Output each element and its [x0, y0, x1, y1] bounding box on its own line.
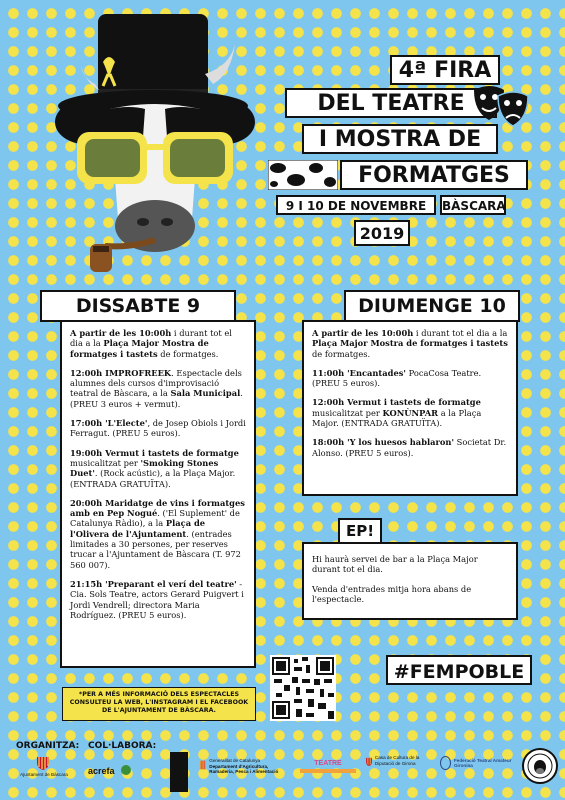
federacio-icon	[440, 756, 451, 770]
logo-casa-cultura: Casa de Cultura de la Diputació de Girona	[366, 755, 426, 769]
title-line-2: DEL TEATRE	[285, 88, 497, 118]
sunday-header: DIUMENGE 10	[344, 290, 520, 322]
ep-note: Venda d'entrades mitja hora abans de l'espectacle.	[312, 583, 472, 604]
organitza-label: ORGANITZA:	[16, 741, 80, 751]
title-line-3: I MOSTRA DE	[302, 124, 498, 154]
ep-header: EP!	[338, 518, 382, 544]
senyera-icon	[200, 758, 206, 772]
logo-federacio: Federació Teatral Amateur Gironina	[440, 756, 512, 770]
acrefa-text: acrefa	[88, 766, 115, 776]
program-item: 12:00h Vermut i tastets de formatge musicalitzat per KONÙNPAR a la Plaça Major. (ENTRADA GRATUÏTA).	[312, 397, 482, 429]
program-item: 21:15h 'Preparant el verí del teatre' - Cia. Sols Teatre, actors Gerard Puigvert i Jordi Vendrell; directora Maria Rodríguez. (PREU 5 euros).	[70, 578, 244, 620]
event-year: 2019	[354, 220, 410, 246]
program-item: 12:00h IMPROFREEK. Espectacle dels alumnes dels cursos d'improvisació teatral de Bàscara, a la Sala Municipal. (PREU 3 euros + vermut).	[70, 367, 243, 409]
title-line-4: FORMATGES	[340, 160, 528, 190]
ep-note: Hi haurà servei de bar a la Plaça Major durant tot el dia.	[312, 554, 478, 575]
program-item: 20:00h Maridatge de vins i formatges amb en Pep Nogué. ('El Suplement' de Catalunya Ràdio), a la Plaça de l'Olivera de l'Ajuntament. (entrades limitades a 30 persones, per reserves trucar a l'Ajuntament de Bàscara (T. 972 560 007).	[70, 497, 245, 570]
program-item: A partir de les 10:00h i durant tot el dia a la Plaça Major Mostra de formatges i tastets de formatges.	[312, 328, 508, 359]
saturday-program	[60, 320, 256, 668]
round-seal-logo	[522, 748, 558, 784]
info-note: *PER A MÉS INFORMACIÓ DELS ESPECTACLES CONSULTEU LA WEB, L'INSTAGRAM I EL FACEBOOK DE L'AJUNTAMENT DE BÀSCARA.	[62, 687, 256, 721]
logo-ajuntament: Ajuntament de Bàscara	[14, 756, 74, 778]
shield-icon	[366, 755, 372, 769]
program-item: 11:00h 'Encantades' PocaCosa Teatre. (PREU 5 euros).	[312, 367, 482, 389]
qr-code[interactable]	[270, 655, 336, 721]
hashtag-banner: #FEMPOBLE	[386, 655, 532, 685]
logo-generalitat: Generalitat de Catalunya Departament d'Agricultura, Ramaderia, Pesca i Alimentació	[200, 758, 290, 775]
wheat-icon	[121, 765, 131, 775]
saturday-header: DISSABTE 9	[40, 290, 236, 322]
program-item: 18:00h 'Y los huesos hablaron' Societat Dr. Alonso. (PREU 5 euros).	[312, 437, 507, 458]
logo-acrefa	[88, 761, 168, 779]
collabora-label: COL·LABORA:	[88, 741, 157, 751]
program-item: A partir de les 10:00h i durant tot el dia a la Plaça Major Mostra de formatges i tastets de formatges.	[70, 328, 232, 359]
cow-face-icon	[524, 750, 556, 782]
event-place: BÀSCARA	[440, 195, 506, 215]
program-item: 19:00h Vermut i tastets de formatge musicalitzat per 'Smoking Stones Duet'. (Rock acústic), a la Plaça Major. (ENTRADA GRATUÏTA).	[70, 447, 239, 489]
event-dates: 9 I 10 DE NOVEMBRE	[276, 195, 436, 215]
title-line-1: 4ª FIRA	[390, 55, 500, 85]
cow-illustration	[55, 4, 265, 274]
shield-icon	[36, 756, 50, 770]
cow-print-decoration	[268, 160, 338, 190]
logo-teatre: TEATRE	[300, 760, 356, 773]
ep-notes	[302, 542, 518, 620]
sunday-program	[302, 320, 518, 496]
logo-vertical	[170, 752, 188, 792]
program-item: 17:00h 'L'Electe', de Josep Obiols i Jordi Ferragut. (PREU 5 euros).	[70, 418, 246, 439]
